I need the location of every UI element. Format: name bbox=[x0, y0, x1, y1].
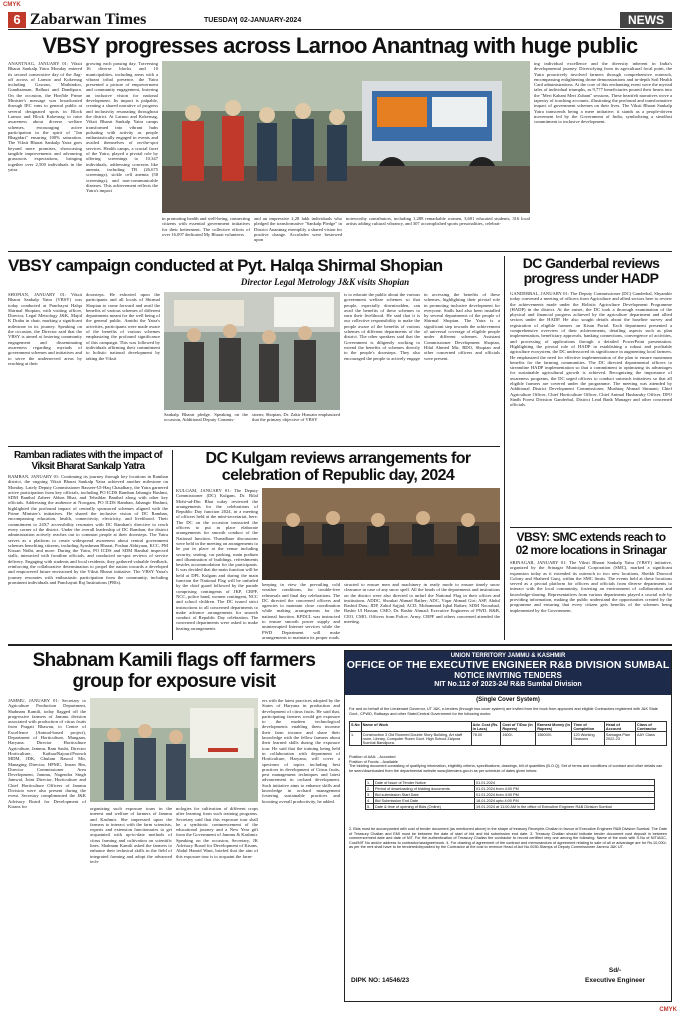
story6-col1: KULGAM, JANUARY 01: The Deputy Commissioner (DC) Kulgam, Dr. Bilal Mohi-ud-Din Bhat today reviewed the arrangements for the celebrations of Republic Day function 2024, in a meeting of officers held at the mini-secretariat, here. The DC on the occasion instructed the officers to put in place elaborate arrangements for smooth conduct of the National function. Threadbare discussions were held in the meeting on arrangements to be put in place at the venue including security, seating, car parking, main podium and illumination of buildings, refreshments besides accommodation for the participants. It was decided that the main function will be held at DPL Kulgam and during the main function the National Flag will be unfurled by the chief guard followed by the parade comprising contingents of JKP, CRPF, NCC, police band, women contingent, NCC and school children. The DC issued strict instructions to all concerned departments to make advance arrangements for smooth conduct of Republic Day celebration. The concerned departments were asked to make heating arrangements bbox=[176, 488, 258, 631]
tender-subtitle: NOTICE INVITING TENDERS bbox=[454, 671, 562, 680]
tender-title: OFFICE OF THE EXECUTIVE ENGINEER R&B DIVISION SUMBAL bbox=[346, 659, 670, 671]
story7-col1: JAMMU, JANUARY 01: Secretary to Agriculture Production Department, Shabnam Kamili, today flagged off the progressive farmers of Jammu division associated with production of citrus fruits from Pragati Bhawan, to Centre of Excellence (Animal-based project), Department of Horticulture, Mangaan, Haryana. Director Horticulture Agriculture, Jammu, Ram Sauhi, Director Horticulture, Kathua/Rajouri/Poonch MDM, JDK, Ghulam Rasool Mir, Managing Director, HPMC, Imran Bin, Director Commissioner Area Development, Jammu, Nagendra Singh Jamwal, Joint Director, Horticulture and Chief Horticulture Officers of Jammu Division were also present during the event. Secretary complimented the J&K Advisory Board for Development of Kisans for bbox=[8, 698, 86, 809]
th-cost: Adv. Cost (Rs. In Lacs) bbox=[471, 722, 501, 732]
story6-photo bbox=[262, 488, 500, 580]
kulgam-meeting-image bbox=[262, 488, 500, 580]
cell: 3. bbox=[366, 792, 374, 798]
cell: Construction 3 Old Roomed Double Story Building, Art staff room, Library, Computer Room Govt. High School Zalpora Sumbal Bandipora. bbox=[361, 732, 471, 746]
story1-headline: VBSY progresses across Larnoo Anantnag with huge public bbox=[42, 33, 638, 58]
paper-name: Zabarwan Times bbox=[30, 11, 147, 28]
tender-header bbox=[345, 651, 671, 695]
rule-2 bbox=[510, 527, 672, 528]
story6-col3: structed to ensure men and machinery in ready mode to ensure timely snow clearance in case of any snow spell. All the heads of the departments and institutions on the district were also directed to unfurl the National Flag in their offices and institutions. ADDC, Shoukat Ahmad Rather; ADC, Viqar Ahmad Giri; ASP, Abdul Rashid Dass; JDP, Zahid Sajjad; ACD, Mohammad Iqbal Rather; SDM Noorabad, Bashir Ul Hassan; CMO, Dr. Bashir Ahmad; Executive Engineers of PWD, R&B, CEO, CMO, Officers from Police, Army, CRPF and others concerned attended the meeting. bbox=[344, 582, 500, 625]
page-number: 6 bbox=[8, 12, 26, 28]
story6-headline: DC Kulgam reviews arrangements for celebration of Republic day, 2024 bbox=[205, 450, 471, 484]
rule-vertical bbox=[504, 256, 505, 640]
th-emd: Earnest Money (In Rupees) bbox=[537, 722, 570, 731]
cell: 19.01.2024 at 11:00 AM in the office of Executive Engineer R&B Division Sumbal bbox=[474, 804, 654, 810]
tender-schedule-table bbox=[365, 779, 655, 810]
cell: 01.01.2024 from 4:00 PM bbox=[474, 792, 654, 798]
story1-photo bbox=[162, 61, 530, 213]
table-row bbox=[350, 732, 667, 746]
masthead-day: TUESDAY bbox=[204, 17, 237, 24]
tender-works-table bbox=[349, 721, 667, 746]
cell: Bid Submission End Date bbox=[374, 798, 475, 804]
cmyk-mark-top: CMYK bbox=[3, 2, 21, 8]
th-time: Time of Completion bbox=[572, 722, 605, 732]
table-row bbox=[366, 804, 655, 810]
flag-off-image bbox=[90, 698, 258, 802]
cell: AAY Class bbox=[636, 732, 667, 746]
story4-body: SRINAGAR, JANUARY 01: The Viksit Bharat Sankalp Yatra (VBSY) initiative, organized by the Srinagar Municipal Corporation (SMC), marked a significant expansion today as it extended its outreach to two new locations, Sheikh Dawood Colony and Shaheed Gunj, within the SMC limits. The events held at these locations served as a pivotal platform for officers and officials from diverse departments to interact with the local community, fostering an environment of collaboration and knowledge-sharing. Representatives from various departments played a crucial role by providing information, making the public understand the opportunities created by the programme and ensuring that every citizen gets benefits of the schemes being implemented by the Government. bbox=[510, 560, 672, 613]
tender-signature: Sd/- bbox=[608, 967, 622, 974]
story7-photo bbox=[90, 698, 258, 802]
story2-col3b: sioner, Shopian, Dr. Zakir Hussain emphasized that the primary objective of VBSY bbox=[252, 412, 340, 423]
story7-col3: nologies for cultivation of different crops after learning from such training programs. Secretary said that this exposure tour shall be a symbiotic commencement of the educational journey and a New Year gift from the Government of Jammu & Kashmir. Speaking on the occasion, Secretary, JK Advisory Board for Development of Kisans, Abdul Hamid Wani, briefed that the aim of this exposure tour is to acquaint the farm- bbox=[176, 806, 258, 859]
story1-col3: in promoting health and well-being, connecting citizens with essential government initiatives for their betterment. The collective efforts of over 16,097 dedicated My Bharat volunteers bbox=[162, 216, 250, 237]
cell: Samagra Plan 2022-23 bbox=[604, 732, 635, 746]
cell: 1. bbox=[366, 780, 374, 786]
masthead-date: 02-JANUARY-2024 bbox=[236, 17, 301, 24]
story6-col2: keeping in view the prevailing cold weather conditions, for trouble-free rehearsals and final day celebrations. The DC directed the concerned officers and agencies to maintain close coordination while making arrangements for the national function. KPDCL was instructed to ensure smooth power supply and uninterrupted Internet services while the PWD Department will make arrangements to maintain its proper roads. bbox=[262, 582, 340, 640]
cmyk-mark-bottom: CMYK bbox=[659, 1007, 677, 1013]
story2-col4: is to educate the public about the various government welfare schemes so that people, especially downtrodden, can avail the benefits of these schemes to earn their livelihood. He said that it is our collective responsibility to make the people aware of the benefits of various schemes of different departments of the district. The other speakers said that the Government is diligently working to extend the benefits of schemes directly to the people's doorsteps. They also encouraged the people to actively engage bbox=[344, 292, 420, 361]
story1-col2: growing each passing day. Traversing 16 diverse blocks and 10 municipalities, including areas with a vibrant tribal presence, the Yatra presented a picture of empowerment and community engagement, fostering an inclusive vision for national development. Its impact is palpable, creating a shared narrative of progress and inclusivity resonating throughout the district. At Larnoo and Kokernag, Viksit Bharat Sankalp Yatra camps transformed into vibrant hubs pulsating with activity as people enthusiastically engaged in events and availed themselves of on-the-spot services. Health camps, a crucial facet of the Yatra, played a pivotal role by offering screenings to 10,347 individuals, addressing concerns like anemia, including TB (26,675 screenings), sickle cell anemia (58 screenings), and non-communicable diseases. This achievement reflects the Yatra's impact bbox=[86, 61, 158, 194]
cell: 01.01.2024 from 4:00 PM bbox=[474, 786, 654, 792]
cell: 18.01.2024 upto 4:00 PM bbox=[474, 798, 654, 804]
tender-footer-notes: 2. Bids must be accompanied with cost of tender document (as mentioned above) in the shape of treasury Receipt/e-Challan in favour of Executive Engineer R&B Division Sumbal. The Date of Treasury Challan and EMI must be between the date of start of bid and bid submission end date. 3. Treasury Challan should indicate tender document cost deposit in between commencement date and date of NIT. For the authentication of Treasury Challan the contractor to record certified very one among the following. Name of the work with S.No of NIT/ADC, Cost/NIT No and/or address to contractor/assignee/work. 4. For drawing of agreement of the contract and memorandum of agreement relating to sale of all or advantage are for Rs.10,000/- as per the rent shall have to be tendered/deposited by the Contractor at the cost to revenue Head of Act No.0030-Stamps of Deputy Commissioner Jammu J&K UT. bbox=[349, 827, 667, 850]
story2-headline: VBSY campaign conducted at Pyt. Halqa Shirmal Shopian bbox=[8, 256, 443, 275]
story1-col1: ANANTNAG, JANUARY 01: Viksit Bharat Sankalp Yatra Monday entered its second consecutive day of the flag-off across of Larnoo and Kokernag including Gawran, Mathindoo, Gundizaman, Balhuri and Dandipora. On the occasion, the Hon'ble Prime Minister's message was broadcasted through IEC vans to general public at several designated spots in Block Larnoo and Block Kokernag to raise awareness about diverse welfare schemes, encouraging active participation in the spirit of "Jan Bhagidari" ensuring 100% saturation. The Viksit Bharat Sankalp Yatra goes beyond mere promises, showcasing tangible improvements and advancing grassroots expectations, bringing together over 2,500 individuals in the yatra. bbox=[8, 61, 82, 172]
cell: 5. bbox=[366, 804, 374, 810]
story2-byline: Director Legal Metrology J&K visits Shopian bbox=[240, 277, 410, 287]
story2-col2: doorsteps. He exhorted upon the participants and all locals of Shirmal Shopian to come forward and avail the benefits of various schemes of different departments meant for the well being of the general public. Amidst the Yatra's activities, participants were made aware of the benefits of various schemes emphasizing the profound significance of this campaign. This was followed by individuals affirming their commitment to holistic national development by taking the Viksit bbox=[86, 292, 160, 361]
story4-headline: VBSY: SMC extends reach to 02 more locations in Srinagar bbox=[515, 530, 667, 557]
rule-3 bbox=[8, 446, 500, 447]
tender-position-label: Position of AAA: - Accorded bbox=[349, 755, 396, 759]
story7-col4: ers with the latest practices adopted by the States of Haryana in production and development of citrus fruits. He said that, participating farmers would get exposure to the modern technological developments enabling them increase their farm income and share their knowledge with the fellow farmers about their learned skills during the exposure tour. He said that the training being held in collaboration with department of Horticulture, Haryana, will cover a spectrum of topics including best practices in development of Citrus fruits, pest management techniques and latest advancement in orchard development. Such initiative aims to enhance skills and knowledge in orchard management fostering sustainable practices and boosting overall productivity, he added. bbox=[262, 698, 340, 804]
story2-col5: in accessing the benefits of these schemes, highlighting their pivotal role in promoting inclusive development for everyone. Stalls had also been installed by several departments of the people of Shirmal Shopian. The Yatra is a significant step towards the achievement of universal coverage of eligible people under different schemes. Assistant Commissioner Development Shopian, Hilal Ahmed Mir, BDO, Shopian and other concerned officers and officials were present. bbox=[424, 292, 500, 361]
story2-photo bbox=[164, 292, 340, 410]
tender-ref: DIPK NO: 14546/23 bbox=[351, 977, 410, 984]
section-label: NEWS bbox=[620, 12, 672, 28]
cell: 1. bbox=[350, 732, 362, 746]
th-class: Class of Contractor bbox=[636, 722, 667, 732]
story3-body: GANDERBAL, JANUARY 01: The Deputy Commissioner (DC) Ganderbal, Shyambir today convened a meeting of officers from Agriculture and allied sectors here to review the achievements made under the Holistic Agriculture Development Programme (HADP) in the district. At the outset, the DC took a thorough examination of the physical and financial progress achieved by the agriculture department and allied sectors under the HADP. He also sought details about the baseline survey and registration of eligible farmers on Kisan Portal. Each department presented a comprehensive overview of their achievements, detailing aspects such as plan implementation, beneficiary approvals, banking connections, convergence of activities, and processing of applications through a detailed PowerPoint presentation. Highlighting the pivotal role of HADP in establishing a robust and profitable agriculture ecosystem, the DC underscored its significance in augmenting local farmers. He emphasized the need for effective implementation of the plan to ensure maximum benefits for the farming communities. The DC directed departmental officers to streamline HADP implementation so that a commitment to optimizing its advantages for sustainable agricultural growth is achieved. Recognizing the importance of awareness programs, the DC urged officers to conduct outreach initiatives so that all eligible farmers are covered under the programme. The meeting was attended by Additional District Development Commissioner, Mushtaq Ahmad Simnani; Chief Agriculture Officer, Chief Horticulture Officer, Chief Animal Husbandry Officer, DPO Sindh Forest Division Ganderbal, District Lead Bank Manager and other concerned officials. bbox=[510, 291, 672, 408]
tender-stage: (Single Cover System) bbox=[476, 697, 540, 703]
story2-caption: Sankalp Bharat pledge. Speaking on the occasion, Additional Deputy Commis- bbox=[164, 412, 248, 423]
rule-vertical-2 bbox=[172, 450, 173, 640]
cell: Bid submission Start Date bbox=[374, 792, 475, 798]
cell: 1600/- bbox=[501, 732, 536, 746]
tender-note: The bidding document consisting of qualifying information, eligibility criteria, specifications, drawings, bill of quantities (B.O.Q), Set of terms and conditions of contract and other details can be seen/downloaded from the departmental website www.jktenders.gov.in as per schedule of dates given below: bbox=[349, 764, 663, 773]
story3-headline: DC Ganderbal reviews progress under HADP bbox=[522, 255, 660, 286]
rule-4 bbox=[8, 644, 672, 646]
masthead bbox=[8, 12, 672, 30]
th-sno: S.No bbox=[350, 722, 362, 732]
cell: 156000/- bbox=[536, 732, 572, 746]
tender-signature-title: Executive Engineer bbox=[585, 977, 645, 984]
tender-intro: For and on behalf of the Lieutenant Governor, UT J&K, e-tenders (through two cover system) are invited from the book from approved and eligible Contractors registered with J&K State Govt., CPWD, Railways and other State/Central Government for the following works: bbox=[349, 707, 658, 716]
cell: 120 Working Seasons bbox=[572, 732, 605, 746]
story5-headline: Ramban radiates with the impact of Viksit Bharat Sankalp Yatra bbox=[14, 450, 162, 472]
cell: 78.00 bbox=[471, 732, 501, 746]
th-tdoc: Cost of T/Doc (In Rupees) bbox=[501, 722, 536, 732]
story7-headline: Shabnam Kamili flags off farmers group for exposure visit bbox=[32, 650, 316, 692]
rule-1 bbox=[8, 251, 672, 252]
tender-notice bbox=[344, 650, 672, 1002]
th-name: Name of Work bbox=[361, 722, 471, 732]
story1-col5: noteworthy contributors, including 1,288 remarkable women, 3,601 educated students, 316 local artists adding cultural vibrancy, and 307 accomplished sports personalities, celebrat- bbox=[346, 216, 530, 227]
story7-col2: organizing such exposure tours in the interest and welfare of farmers of Jammu and Kashmir. She impressed upon the farmers to interact with the farm scientists, experts and extension functionaries to get acquainted with up-to-date methods of citrus farming and cultivation on scientific lines. Shabnam Kamili asked the farmers to enhance their technical skills in the field of integrated farming and adopt the advanced tech- bbox=[90, 806, 172, 864]
story1-col6: ing individual excellence and the diversity inherent in India's developmental journey. Diversifying from its agricultural focal point, the Yatra proactively involved farmers through comprehensive outreach, encompassing enlightening drone demonstrations and in-depth Soil Health Card administrations. At the core of this enchanting event were the myriad tales of individual triumphs, as 9,777 beneficiaries poured their hearts into the "Meri Kahani Meri Zubani" sessions. These heartfelt narratives wove a tapestry of touching accounts, illustrating the profound and transformative impact of government schemes on their lives. The Viksit Bharat Sankalp Yatra transcends being a mere initiative; it stands as a people-driven movement led by the Government of India, symbolizing a steadfast commitment to inclusive development. bbox=[534, 61, 672, 125]
cell: Period of downloading of bidding documents bbox=[374, 786, 475, 792]
cell: Date of Issue of Tender Notice bbox=[374, 780, 475, 786]
story1-col4: and an impressive 2,28 lakh individuals who pledged the transformative "Sankalp Pledge" in District Anantnag exemplify a shared vision for positive change. Accolades were bestowed upon bbox=[254, 216, 342, 243]
tender-position-text: Position of Funds: - Available bbox=[349, 759, 398, 764]
story2-col1: SHOPIAN, JANUARY 01: Viksit Bharat Sankalp Yatra (VBSY) was today conducted at Panchayat Halqa Shirmal Shopian, with visiting officer, Director, Legal Metrology J&K, Majid K Drabu in chair, marking a significant milestone in its journey. Speaking on the occasion, the Director said that the VBSY is aimed at fostering community engagement and disseminating awareness regarding myriads of government schemes and initiatives and to serve the underserved areas by reaching at their bbox=[8, 292, 82, 366]
cell: 4. bbox=[366, 798, 374, 804]
tender-office: UNION TERRITORY JAMMU & KASHMIR bbox=[450, 653, 566, 659]
cell: 2. bbox=[366, 786, 374, 792]
th-head: Head of Account bbox=[604, 722, 635, 732]
cell: 01.01.2024 bbox=[474, 780, 654, 786]
tender-nit: NIT No.112 of 2023-24/ R&B Sumbal Division bbox=[434, 681, 582, 688]
yatra-crowd-image bbox=[162, 61, 530, 213]
tender-positions bbox=[349, 755, 667, 773]
shopian-event-image bbox=[164, 292, 340, 410]
cell: Date & time of opening of Bids (Online) bbox=[374, 804, 475, 810]
story5-body: RAMBAN, JANUARY 01: Continuing its journey through key locations in Ramban district, the ongoing Viksit Bharat Sankalp Yatra achieved another milestone on Monday. Lately Deputy Commissioner Basseer-Ul-Haq Chaudhary, the Yatra garnered active participation from key officials, including PO ICDS Ramban Jahangir Hashmi, SDM Banihal Zaheer Abbas Bhat, and Tehsildar Banihal along with other key officials. Addressing the audience at Nowgam, PO ICDS Ramban, Jahangir Hashmi, highlighted the profound impact of centrally sponsored schemes aligned with the Prime Minister's initiatives. He shared the inclusive vision of DC Ramban, encompassing education, health, connectivity, electricity, and livelihood. Their commitment to 24X7 accessibility resonates with DC Ramban's directive to reach every corner of the district. Under the overall leadership of DC Ramban, the district administration actively reaches out to common people at their doorsteps. The Yatra serves as a platform to create widespread awareness about central government schemes benefiting citizens, including Ayushman Bharat, Poshan Abhiyaan, KCC, PM Kissan Nidhi, and more. During the Yatra, PO ICDS and SDM Banihal inspected stalls, interacted with frontline officials, and conducted on-spot reviews of service delivery. Engaging with students and local residents, they gathered valuable feedback, reinforcing the collaborative determination to propel the nation towards a developed and empowered future envisioned by the Viksit Bharat initiative. The VBSY Yatra's journey resonates with enthusiastic participation from the community, including prominent individuals and Panchayati Raj Institutions (PRIs). bbox=[8, 474, 168, 585]
